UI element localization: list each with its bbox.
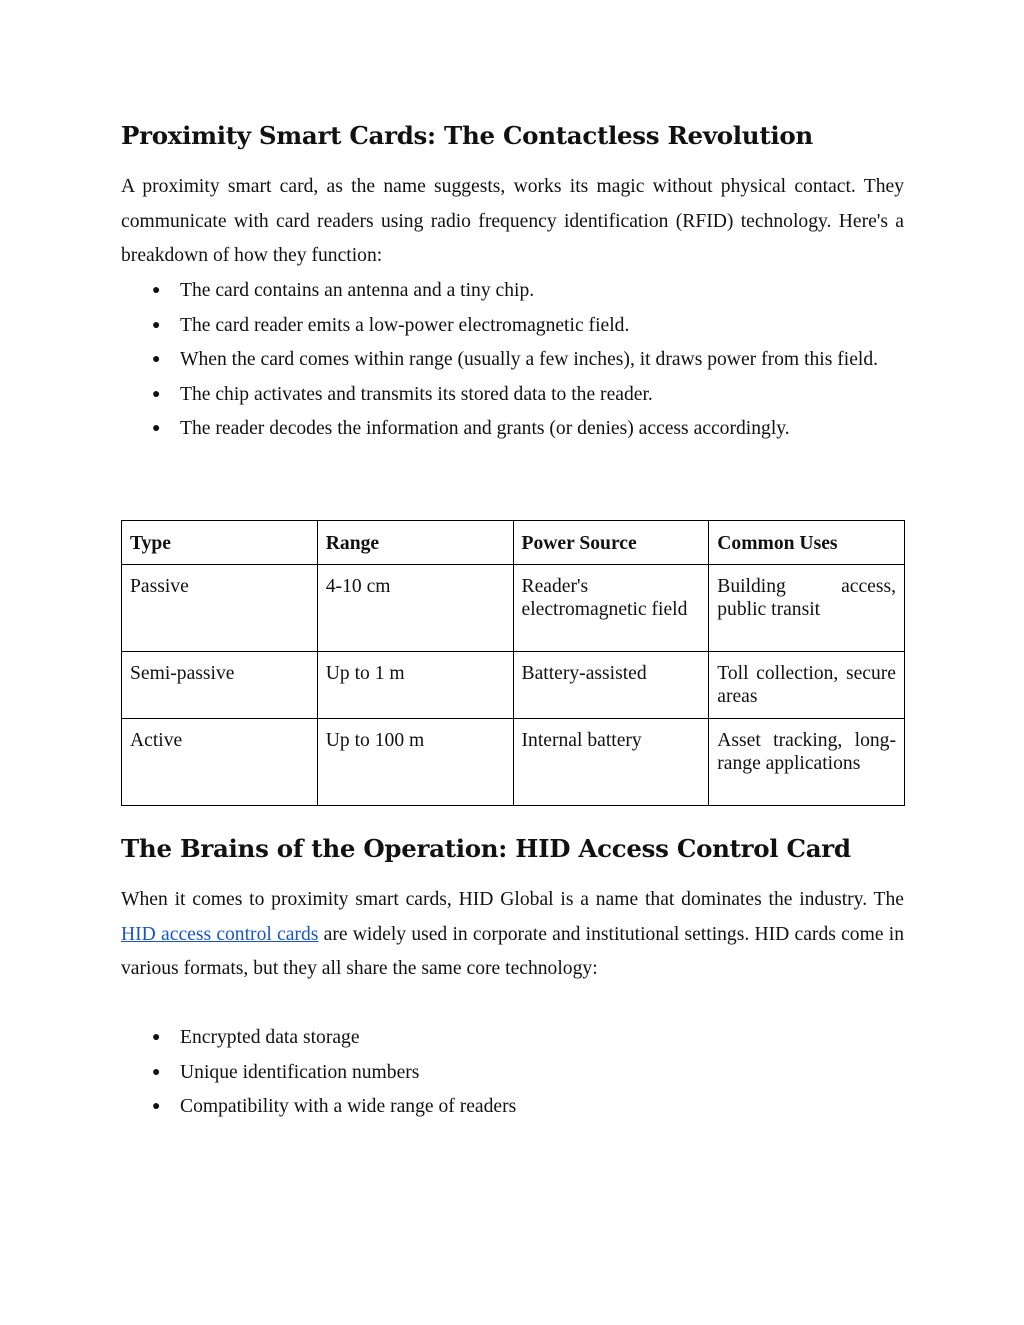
table-header-cell: Common Uses [709, 521, 905, 565]
table-cell: Battery-assisted [513, 652, 709, 719]
list-item: ● The reader decodes the information and grants (or denies) access accordingly. [121, 412, 904, 447]
list-item: ● Unique identification numbers [121, 1056, 904, 1091]
intro-paragraph-hid: When it comes to proximity smart cards, HID Global is a name that dominates the industry. The HID access control cards are widely used in corporate and institutional settings. HID cards come in various formats, but they all share the same core technology: [121, 889, 904, 979]
bullet-icon: ● [152, 283, 161, 298]
table-cell: Active [122, 719, 318, 806]
bullet-icon: ● [152, 1099, 161, 1114]
how-it-works-list [121, 274, 904, 447]
bullet-icon: ● [152, 421, 161, 436]
intro-paragraph-proximity: A proximity smart card, as the name suggests, works its magic without physical contact. They communicate with card readers using radio frequency identification (RFID) technology. Here's a breakdown of how they function: [121, 176, 904, 266]
list-item: ● Encrypted data storage [121, 1021, 904, 1056]
table-cell: Up to 1 m [317, 652, 513, 719]
table-cell: Asset tracking, long-range applications [709, 719, 905, 806]
table-cell: Up to 100 m [317, 719, 513, 806]
hid-access-control-cards-link[interactable]: HID access control cards [121, 923, 319, 945]
table-row [122, 565, 905, 652]
table-header-cell: Power Source [513, 521, 709, 565]
list-item: ● The chip activates and transmits its stored data to the reader. [121, 378, 904, 413]
bullet-icon: ● [152, 1030, 161, 1045]
table-header-cell: Type [122, 521, 318, 565]
bullet-icon: ● [152, 317, 161, 333]
bullet-icon: ● [152, 1064, 161, 1080]
bullet-icon: ● [152, 352, 161, 367]
hid-features-list [121, 1021, 904, 1125]
table-cell: Toll collection, secure areas [709, 652, 905, 719]
table-cell: Internal battery [513, 719, 709, 806]
table-cell: Reader's electromagnetic field [513, 565, 709, 652]
section-heading-hid-card: The Brains of the Operation: HID Access Control Card [121, 834, 851, 863]
table-cell: Passive [122, 565, 318, 652]
table-header-row [122, 521, 905, 565]
table-cell: 4-10 cm [317, 565, 513, 652]
list-item: ● The card contains an antenna and a tiny chip. [121, 274, 904, 309]
list-item: ● Compatibility with a wide range of readers [121, 1090, 904, 1125]
section-heading-proximity-cards: Proximity Smart Cards: The Contactless Revolution [121, 121, 813, 150]
bullet-icon: ● [152, 386, 161, 402]
list-item: ● When the card comes within range (usually a few inches), it draws power from this field. [121, 343, 904, 378]
table-cell: Semi-passive [122, 652, 318, 719]
table-row [122, 652, 905, 719]
table-header-cell: Range [317, 521, 513, 565]
table-row [122, 719, 905, 806]
card-types-table [121, 520, 905, 806]
list-item: ● The card reader emits a low-power electromagnetic field. [121, 309, 904, 344]
table-cell: Building access, public transit [709, 565, 905, 652]
